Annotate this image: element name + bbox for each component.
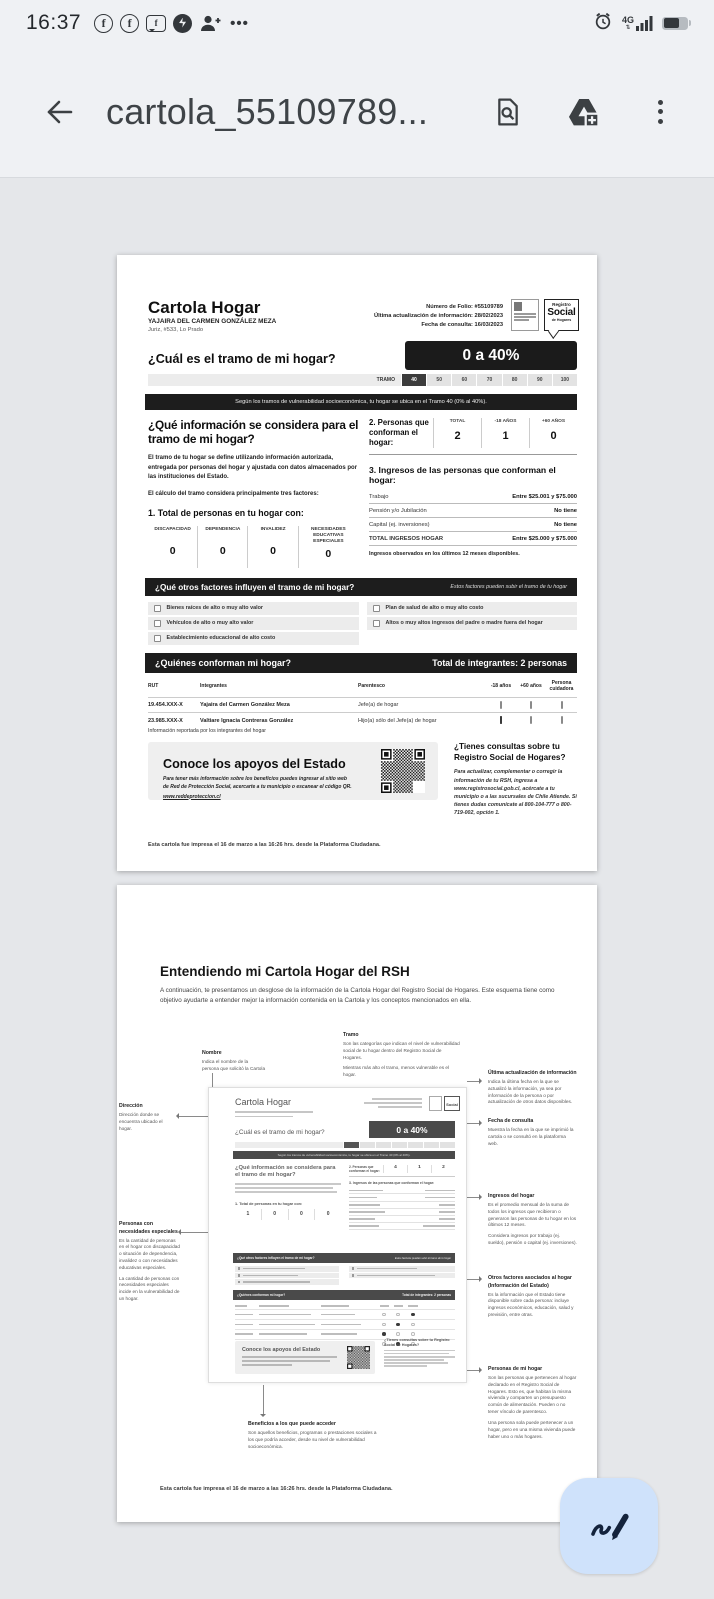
mini-checklist-left: [235, 1266, 339, 1286]
mini-household-column: 2. Personas que conforman el hogar: 4 1 2 3. Ingresos de las personas que conforman el hogar:: [349, 1165, 455, 1230]
annotation-personas-necesidades: Personas con necesidades especiales Es la cantidad de personas en el hogar con discapacidad o situación de dependencia, invalidez o con necesidades educativas especiales. La cantidad de personas con necesidades especiales incide en la vulnerabilidad de un hogar.: [119, 1221, 180, 1302]
facebook-icon: f: [94, 14, 113, 33]
add-to-drive-button[interactable]: [566, 94, 602, 130]
mini-tramo-banner: Según los tramos de vulnerabilidad socioeconómica, tu hogar se ubica en el Tramo 40 (0% al 40%).: [233, 1151, 455, 1159]
messenger-icon: [173, 14, 192, 33]
messages-icon: f: [146, 15, 166, 32]
factor2-title: 2. Personas que conforman el hogar:: [369, 418, 429, 448]
factor-check-item: Bienes raíces de alto o muy alto valor: [148, 602, 359, 615]
callout-arrow: [479, 1276, 485, 1282]
factor-check-item: Altos o muy altos ingresos del padre o madre fuera del hogar: [367, 617, 577, 630]
factor1-col: NECESIDADES EDUCATIVAS ESPECIALES 0: [311, 526, 346, 561]
mini-government-logo: [429, 1096, 442, 1111]
support-text: Para tener más información sobre los beneficios puedes ingresar al sitio web de Red de Protección Social, acercarte a tu municipio o escanear el código QR. www.reddeproteccion.cl: [163, 776, 352, 800]
checkbox: [500, 701, 502, 709]
checkbox: [500, 716, 502, 724]
factor2-col: TOTAL 2: [433, 418, 481, 448]
factor1-col: DEPENDENCIA 0: [198, 526, 248, 569]
more-notifications-icon: •••: [230, 14, 249, 32]
mini-checklist-right: [349, 1266, 455, 1279]
annotation-ultima-actualizacion: Última actualización de información Indica la última fecha en la que se actualizó la información, ya sea por información de la persona o por actualización de otros datos disponibles.: [488, 1070, 577, 1105]
callout-arrow: [479, 1194, 485, 1200]
factor-check-item: Vehículos de alto o muy alto valor: [148, 617, 359, 630]
notification-icons: [94, 14, 249, 33]
household-column: [369, 418, 577, 557]
income-total-row: TOTAL INGRESOS HOGAR Entre $25.000 y $75.000: [369, 532, 577, 546]
info-column: [148, 418, 358, 568]
pdf-page-2: [117, 885, 597, 1522]
checkbox: [373, 605, 380, 612]
top-chrome: [0, 0, 714, 178]
mini-factor1-title: 1. Total de personas en tu hogar con:: [235, 1202, 303, 1207]
mini-qr-code: [347, 1346, 370, 1369]
support-link[interactable]: www.reddeproteccion.cl: [163, 793, 221, 800]
tramo-cell: 100: [553, 374, 577, 386]
info-paragraph: El cálculo del tramo considera principalmente tres factores:: [148, 491, 319, 498]
page2-intro: A continuación, te presentamos un desglose de la información de la Cartola Hogar del Registro Social de Hogares. Este esquema tiene como objetivo ayudarte a entender mejor la información contenida en la Cartola y los conceptos mencionados en ella.: [160, 987, 555, 1005]
annotation-otros-factores: Otros factores asociados al hogar (Información del Estado) Es la información que el Estado tiene disponible sobre cada persona: incluye ingresos económicos, educación, salud y previsión, entre otras.: [488, 1275, 574, 1317]
annotation-nombre: Nombre Indica el nombre de la persona que solicitó la Cartola: [202, 1050, 266, 1071]
signal-4g-icon: 4G ⇅: [622, 16, 653, 31]
document-title: cartola_55109789...: [106, 90, 429, 132]
members-bar: ¿Quiénes conforman mi hogar? Total de integrantes: 2 personas: [145, 653, 577, 673]
tramo-cell: 70: [477, 374, 501, 386]
factor1-col: INVALIDEZ 0: [248, 526, 298, 569]
mini-support-box: Conoce los apoyos del Estado: [235, 1341, 375, 1374]
registro-social-badge: Registro Social de Hogares: [544, 299, 579, 331]
page2-footer: Esta cartola fue impresa el 16 de marzo a las 16:26 hrs. desde la Plataforma Ciudadana.: [160, 1486, 393, 1492]
person-add-icon: [199, 14, 221, 33]
cartola-title: Cartola Hogar: [148, 298, 261, 317]
holder-name: YAJAIRA DEL CARMEN GONZÁLEZ MEZA: [148, 318, 277, 325]
members-table: [148, 677, 577, 728]
annotation-personas-hogar: Personas de mi hogar Son las personas que pertenecen al hogar declarado en el Registro Social de Hogares. Esto es, que habitan la misma vivienda y comparten un presupuesto común de alimentación. Pueden o no tener vínculo de parentesco. Una persona sola puede pertenecer a un hogar, pero en una misma vivienda puede haber uno o más hogares.: [488, 1366, 577, 1439]
annotation-ingresos: Ingresos del hogar Es el promedio mensual de la suma de todos los ingresos que recibieron o generaron las personas de tu hogar en los últimos 12 meses. Considera ingresos por trabajo (ej. sueldo), pensión o capital (ej. inversiones).: [488, 1193, 577, 1246]
status-bar: [0, 0, 714, 46]
mini-tramo-value: 0 a 40%: [369, 1121, 455, 1138]
income-row: Trabajo Entre $25.001 y $75.000: [369, 490, 577, 504]
checkbox: [373, 620, 380, 627]
consult-heading: ¿Tienes consultas sobre tu Registro Social de Hogares?: [454, 742, 566, 762]
factor2-row: [369, 418, 577, 455]
annotation-beneficios: Beneficios a los que puede acceder Son aquellos beneficios, programas o prestaciones sociales a los que podría acceder, desde su nivel de vulnerabilidad socioeconómica.: [248, 1421, 377, 1449]
callout-line: [467, 1123, 479, 1124]
tramo-scale: [148, 374, 577, 386]
mini-cartola-title: Cartola Hogar: [235, 1097, 292, 1107]
factor-checklist-left: [148, 602, 359, 647]
tramo-cell: 50: [427, 374, 451, 386]
mini-factor3-title: 3. Ingresos de las personas que conforman el hogar:: [349, 1181, 435, 1186]
facebook-icon: f: [120, 14, 139, 33]
callout-arrow: [479, 1367, 485, 1373]
income-note: Ingresos observados en los últimos 12 meses disponibles.: [369, 551, 520, 558]
folio-meta: [374, 303, 503, 330]
consult-text: Para actualizar, complementar o corregir la información de tu RSH, ingresa a www.registrosocial.gob.cl, acércate a tu municipio o a las sucursales de Chile Atiende. Si tienes dudas comunícate al 800-104-777 o 800-719-002, opción 1.: [454, 769, 577, 817]
factor-checklist-right: [367, 602, 577, 632]
find-in-document-button[interactable]: [490, 94, 526, 130]
callout-line: [467, 1279, 479, 1280]
page1-footer: Esta cartola fue impresa el 16 de marzo a las 16:26 hrs. desde la Plataforma Ciudadana.: [148, 842, 381, 848]
holder-address: Juriz, #533, Lo Prado: [148, 326, 204, 333]
checkbox: [154, 605, 161, 612]
tramo-cell: 60: [452, 374, 476, 386]
app-bar-actions: [490, 94, 678, 130]
page2-title: Entendiendo mi Cartola Hogar del RSH: [160, 964, 410, 979]
annotation-direccion: Dirección Dirección donde se encuentra ubicado el hogar.: [119, 1103, 163, 1131]
alarm-icon: [593, 11, 613, 36]
callout-arrow: [479, 1120, 485, 1126]
mini-info-column: ¿Qué información se considera para el tramo de mi hogar? 1. Total de personas en tu hogar con: 1 0 0 0: [235, 1165, 341, 1220]
qr-code: [381, 749, 425, 793]
other-factors-bar: ¿Qué otros factores influyen el tramo de mi hogar? Estos factores pueden subir el tramo de tu hogar: [145, 578, 577, 596]
table-row: 19.454.XXX-X Yajaira del Carmen González Meza Jefe(a) de hogar: [148, 697, 577, 713]
factor2-col: +60 AÑOS 0: [529, 418, 577, 448]
back-button[interactable]: [38, 90, 82, 134]
callout-arrow: [479, 1078, 485, 1084]
members-table-header: RUT Integrantes Parentesco -18 años +60 años Persona cuidadora: [148, 680, 574, 693]
tramo-cell: 80: [503, 374, 527, 386]
callout-line: [467, 1370, 479, 1371]
mini-tramo-scale: [235, 1142, 455, 1148]
callout-arrow: [260, 1414, 266, 1420]
tramo-value-box: 0 a 40%: [405, 341, 577, 370]
factor1-columns: [148, 526, 358, 569]
consulted-line: Fecha de consulta: 16/03/2023: [421, 322, 503, 329]
mini-factor1-values: 1 0 0 0: [235, 1209, 341, 1220]
checkbox: [561, 716, 563, 724]
callout-line: [263, 1385, 264, 1414]
overflow-menu-button[interactable]: [642, 94, 678, 130]
income-row: Pensión y/o Jubilación No tiene: [369, 504, 577, 518]
checkbox: [530, 716, 532, 724]
government-logo: [511, 299, 539, 331]
factor-check-item: Plan de salud de alto o muy alto costo: [367, 602, 577, 615]
mini-consult-block: ¿Tienes consultas sobre tu Registro Social de Hogares?: [384, 1338, 455, 1368]
mini-other-factors-bar: ¿Qué otros factores influyen el tramo de mi hogar? Estos factores pueden subir el tramo de tu hogar: [233, 1253, 455, 1263]
updated-line: Última actualización de información: 28/02/2023: [374, 313, 503, 320]
tramo-scale-label: TRAMO: [148, 374, 401, 386]
info-heading: ¿Qué información se considera para el tramo de mi hogar?: [148, 418, 359, 447]
callout-line: [467, 1081, 479, 1082]
factor3-title: 3. Ingresos de las personas que conforman el hogar:: [369, 465, 556, 486]
pdf-scroll-area[interactable]: [0, 179, 714, 1599]
mini-members-bar: ¿Quiénes conforman mi hogar? Total de integrantes: 2 personas: [233, 1290, 455, 1300]
annotation-tramo: Tramo Son las categorías que indican el nivel de vulnerabilidad social de tu hogar dentro del Registro Social de Hogares. Mientras más alto el tramo, menos vulnerable es el hogar.: [343, 1032, 460, 1078]
mini-tramo-question: ¿Cuál es el tramo de mi hogar?: [235, 1129, 325, 1136]
system-icons: [593, 11, 688, 36]
checkbox: [154, 620, 161, 627]
checkbox: [154, 635, 161, 642]
signature-pen-icon: [585, 1502, 633, 1550]
annotation-fecha-consulta: Fecha de consulta Muestra la fecha en la que se imprimió la cartola o se consultó en la plataforma web.: [488, 1118, 574, 1146]
folio-line: Número de Folio: #55109789: [426, 304, 503, 310]
tramo-banner: Según los tramos de vulnerabilidad socioeconómica, tu hogar se ubica en el Tramo 40 (0% al 40%).: [145, 394, 577, 410]
battery-icon: [662, 17, 688, 30]
annotate-fab[interactable]: [560, 1478, 658, 1574]
support-box: [148, 742, 438, 800]
pdf-page-1: [117, 255, 597, 871]
factor-check-item: Establecimiento educacional de alto costo: [148, 632, 359, 645]
mini-cartola-diagram: [208, 1087, 467, 1383]
tramo-cell-selected: 40: [402, 374, 426, 386]
factor1-title: 1. Total de personas en tu hogar con:: [148, 507, 304, 518]
app-bar: [0, 46, 714, 177]
factor1-col: DISCAPACIDAD 0: [148, 526, 198, 569]
members-footnote: Información reportada por los integrantes del hogar: [148, 728, 266, 734]
checkbox: [561, 701, 563, 709]
factor2-col: -18 AÑOS 1: [481, 418, 529, 448]
support-heading: Conoce los apoyos del Estado: [163, 757, 346, 771]
info-paragraph: El tramo de tu hogar se define utilizando información autorizada, entregada por personas del hogar y ajustada con datos almacenados por las instituciones del Estado.: [148, 455, 358, 480]
tramo-question: ¿Cuál es el tramo de mi hogar?: [148, 352, 336, 366]
income-row: Capital (ej. inversiones) No tiene: [369, 518, 577, 532]
table-row: 23.985.XXX-X Valtiare Ignacia Contreras González Hijo(a) sólo del Jefe(a) de hogar ✓: [148, 712, 577, 728]
consult-block: [454, 742, 577, 818]
tramo-cell: 90: [528, 374, 552, 386]
checkbox: [530, 701, 532, 709]
callout-line: [467, 1197, 479, 1198]
mini-registro-social-badge: Social: [444, 1096, 460, 1111]
clock: 16:37: [26, 11, 82, 34]
